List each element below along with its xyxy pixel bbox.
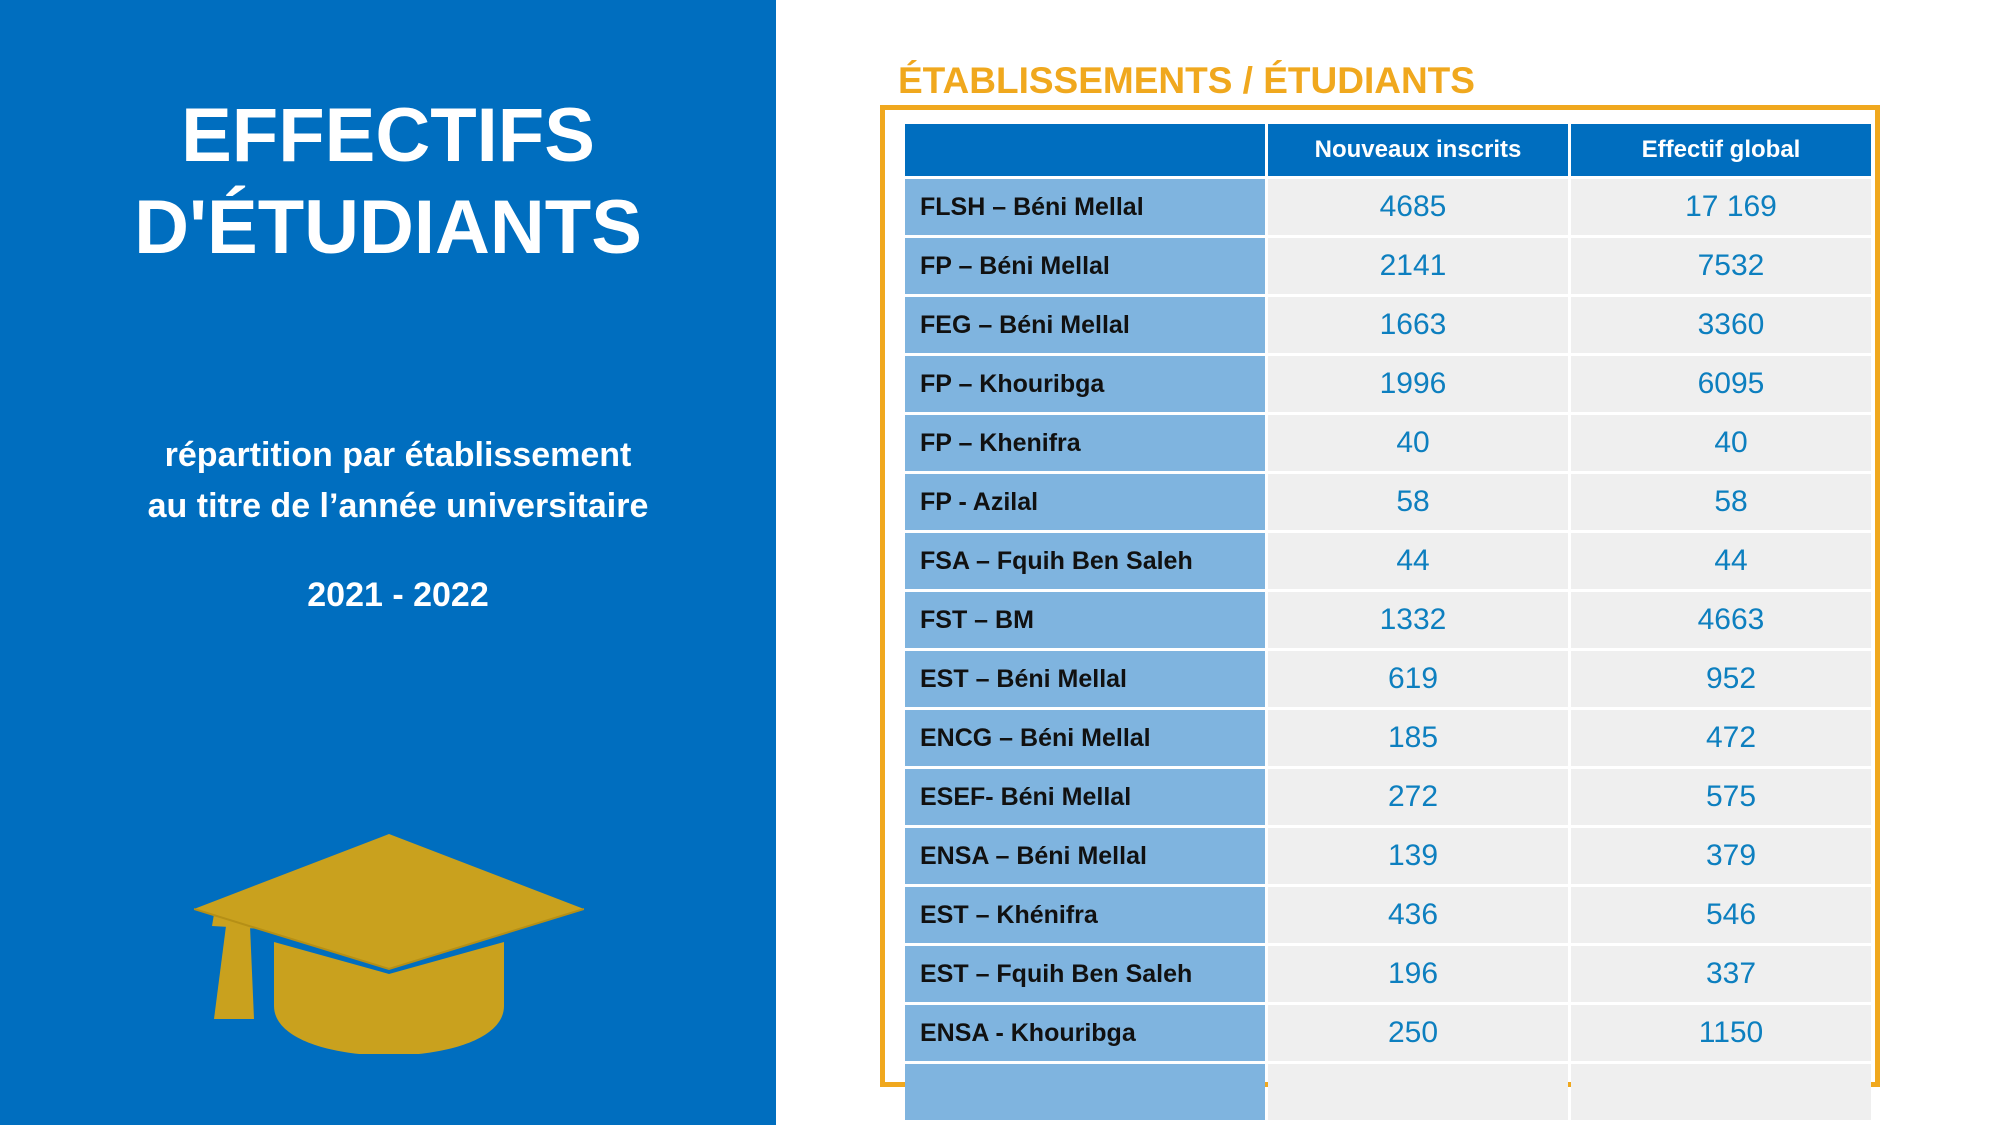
row-nouveaux-inscrits: 185 [1268,710,1568,766]
row-institution-name: ENSA - Khouribga [905,1005,1265,1061]
row-institution-name: FST – BM [905,592,1265,648]
row-effectif-global: 472 [1571,710,1871,766]
row-effectif-global: 6095 [1571,356,1871,412]
row-nouveaux-inscrits: 1332 [1268,592,1568,648]
row-nouveaux-inscrits: 1663 [1268,297,1568,353]
row-effectif-global: 337 [1571,946,1871,1002]
header-cell-institution [905,124,1265,176]
subtitle-line-2: au titre de l’année universitaire [147,487,649,525]
row-institution-name: FP – Khenifra [905,415,1265,471]
row-nouveaux-inscrits: 58 [1268,474,1568,530]
row-nouveaux-inscrits [1268,1064,1568,1120]
subtitle [0,430,796,532]
row-effectif-global: 7532 [1571,238,1871,294]
row-nouveaux-inscrits: 2141 [1268,238,1568,294]
academic-year: 2021 - 2022 [307,576,489,614]
header-cell-nouveaux-inscrits: Nouveaux inscrits [1268,124,1568,176]
row-institution-name: FP – Béni Mellal [905,238,1265,294]
row-effectif-global [1571,1064,1871,1120]
page-title [0,90,776,274]
row-nouveaux-inscrits: 250 [1268,1005,1568,1061]
row-institution-name: FP - Azilal [905,474,1265,530]
graduation-cap-icon [194,834,584,1054]
row-nouveaux-inscrits: 139 [1268,828,1568,884]
title-line-1: EFFECTIFS [181,93,595,178]
row-institution-name [905,1064,1265,1120]
header-cell-effectif-global: Effectif global [1571,124,1871,176]
row-nouveaux-inscrits: 40 [1268,415,1568,471]
row-institution-name: FSA – Fquih Ben Saleh [905,533,1265,589]
row-institution-name: FEG – Béni Mellal [905,297,1265,353]
row-effectif-global: 546 [1571,887,1871,943]
row-institution-name: FP – Khouribga [905,356,1265,412]
row-effectif-global: 3360 [1571,297,1871,353]
row-institution-name: FLSH – Béni Mellal [905,179,1265,235]
row-effectif-global: 17 169 [1571,179,1871,235]
subtitle-line-1: répartition par établissement [164,436,632,474]
row-institution-name: EST – Khénifra [905,887,1265,943]
title-line-2: D'ÉTUDIANTS [134,185,642,270]
row-institution-name: ESEF- Béni Mellal [905,769,1265,825]
row-nouveaux-inscrits: 1996 [1268,356,1568,412]
row-institution-name: EST – Béni Mellal [905,651,1265,707]
row-nouveaux-inscrits: 196 [1268,946,1568,1002]
row-nouveaux-inscrits: 44 [1268,533,1568,589]
row-institution-name: EST – Fquih Ben Saleh [905,946,1265,1002]
row-effectif-global: 379 [1571,828,1871,884]
row-nouveaux-inscrits: 4685 [1268,179,1568,235]
left-panel [0,0,776,1125]
row-institution-name: ENSA – Béni Mellal [905,828,1265,884]
row-effectif-global: 40 [1571,415,1871,471]
row-institution-name: ENCG – Béni Mellal [905,710,1265,766]
row-nouveaux-inscrits: 272 [1268,769,1568,825]
row-effectif-global: 44 [1571,533,1871,589]
row-nouveaux-inscrits: 619 [1268,651,1568,707]
row-effectif-global: 952 [1571,651,1871,707]
enrollment-table [905,124,1871,1120]
section-title: ÉTABLISSEMENTS / ÉTUDIANTS [898,60,1475,101]
row-effectif-global: 1150 [1571,1005,1871,1061]
row-effectif-global: 4663 [1571,592,1871,648]
row-effectif-global: 575 [1571,769,1871,825]
row-nouveaux-inscrits: 436 [1268,887,1568,943]
row-effectif-global: 58 [1571,474,1871,530]
